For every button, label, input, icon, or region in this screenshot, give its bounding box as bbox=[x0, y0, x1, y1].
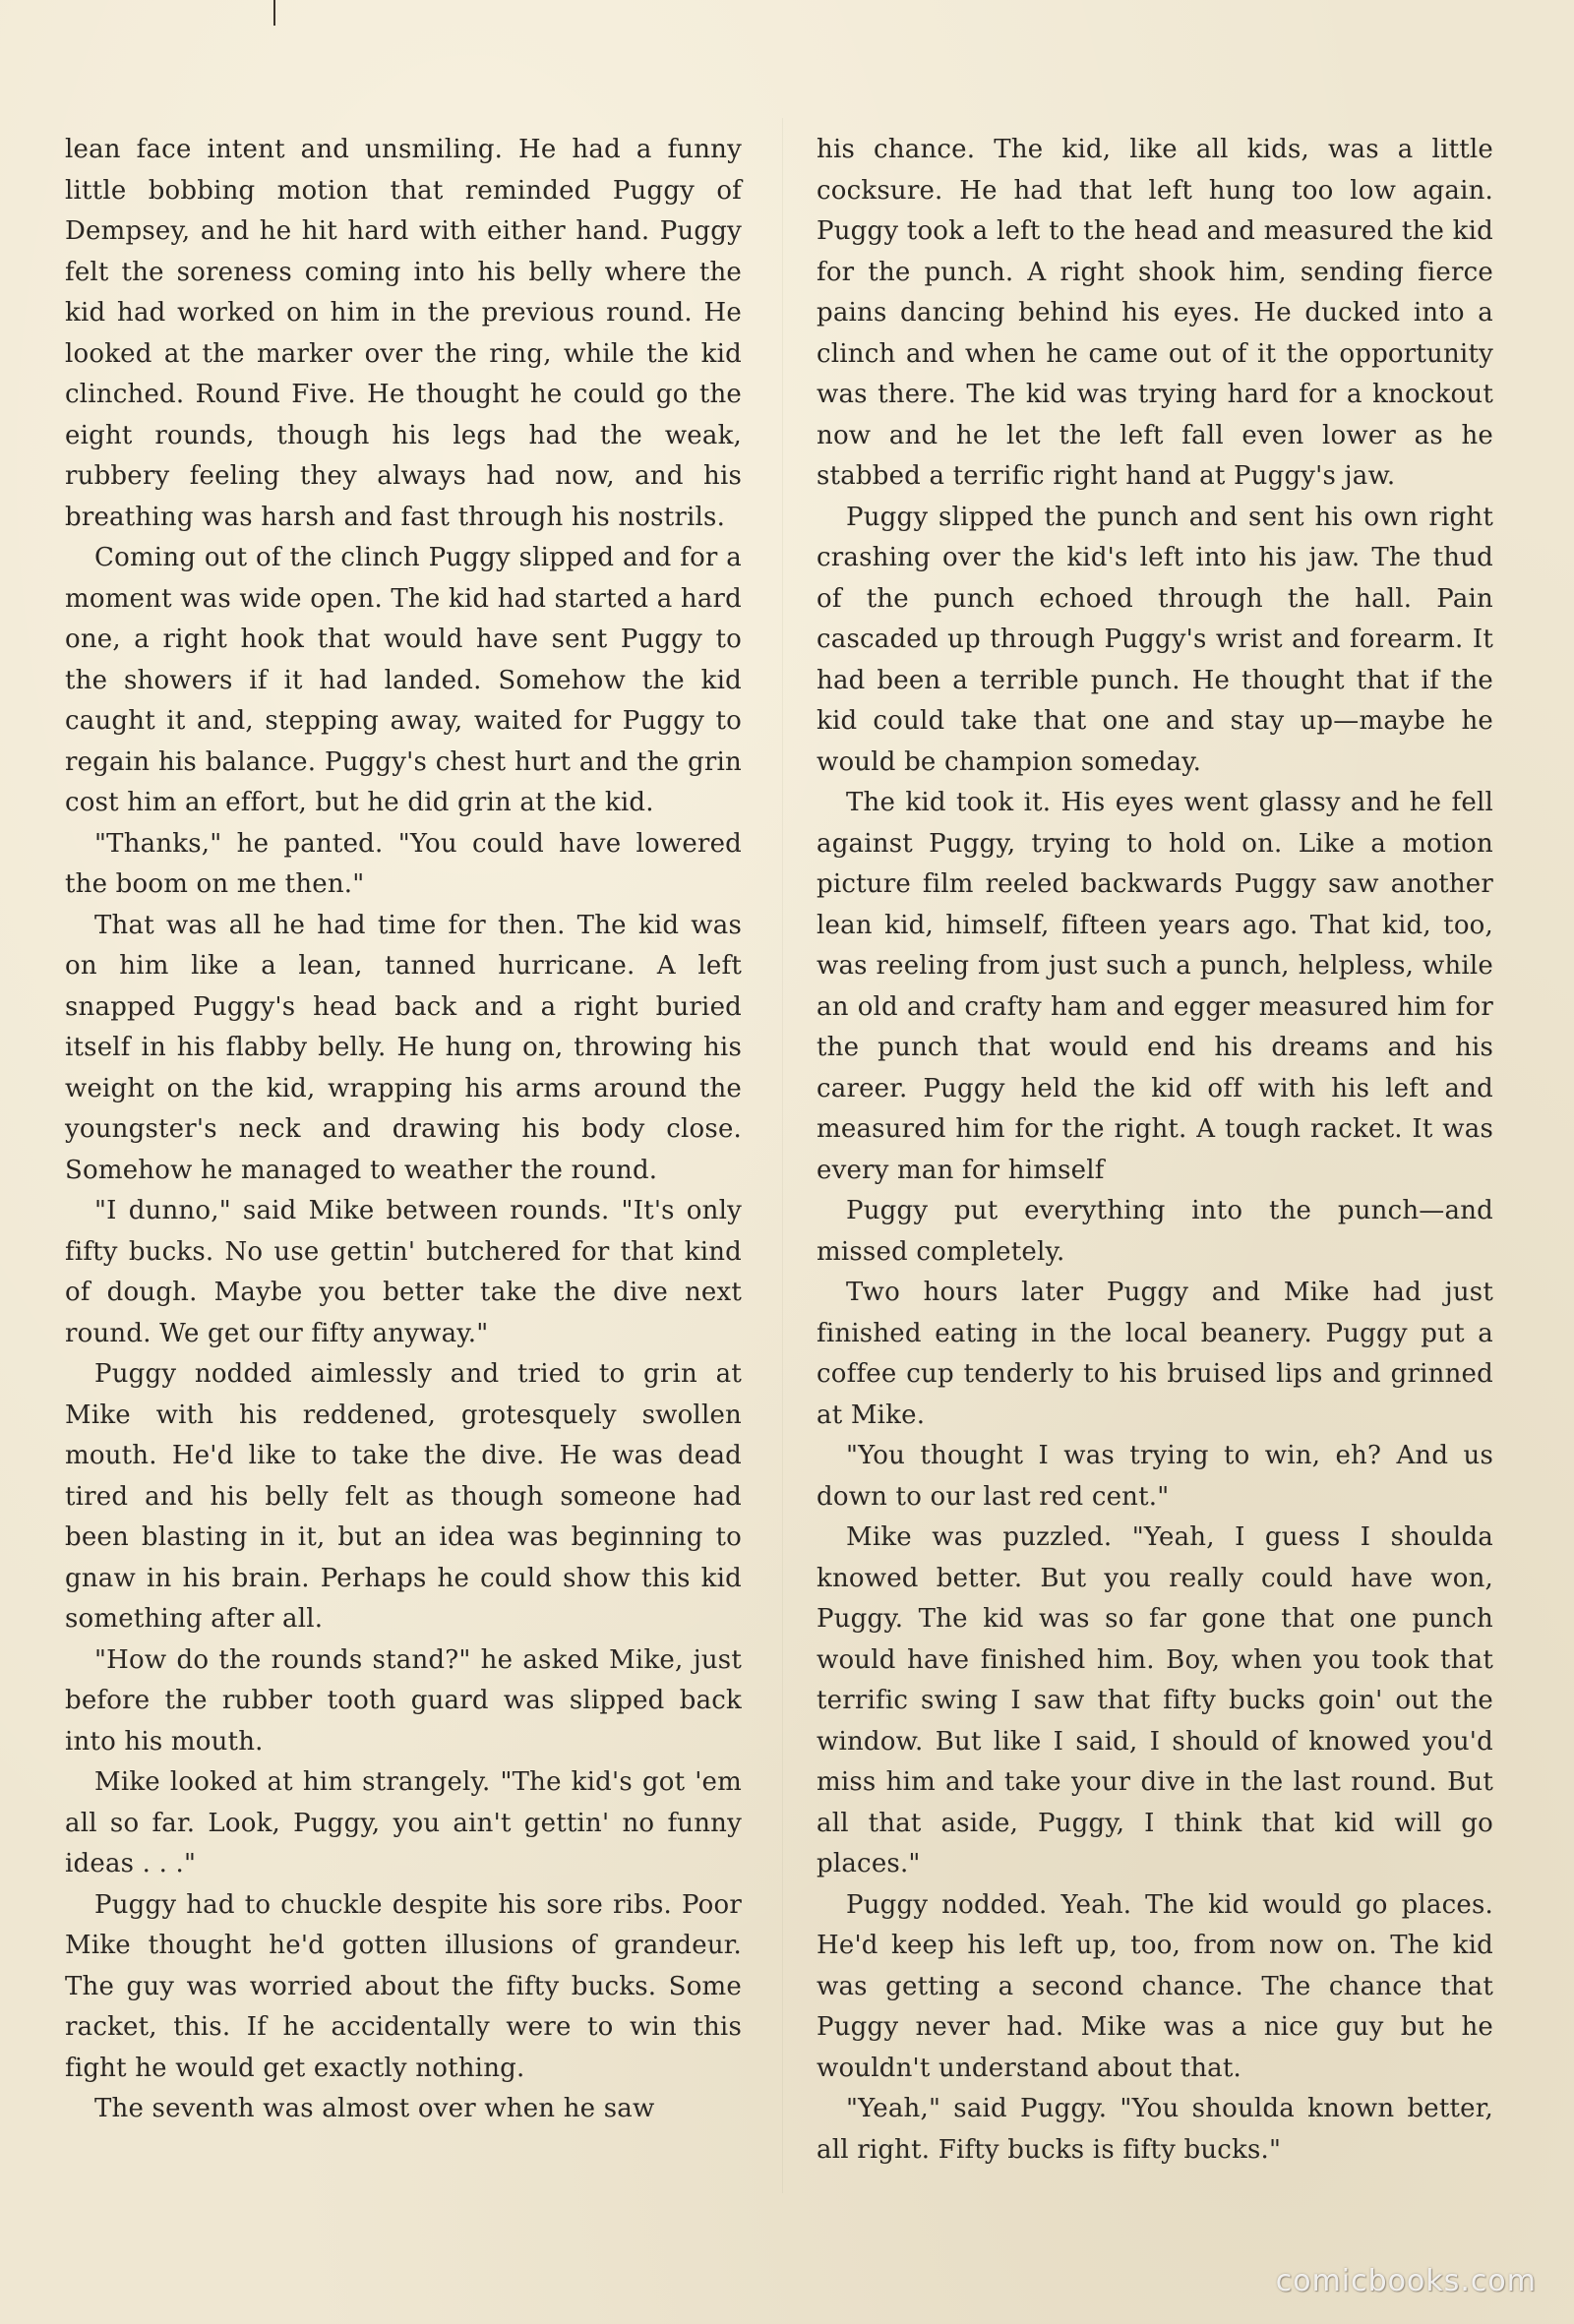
paragraph: Puggy slipped the punch and sent his own right crashing over the kid's left into his jaw. The thud of the punch echoed through the hall. Pain cascaded up through Puggy's wrist and forearm. It had been a terrible punch. He thought that if the kid could take that one and stay up—maybe he would be champion someday. bbox=[817, 502, 1493, 777]
paragraph: "You thought I was trying to win, eh? And us down to our last red cent." bbox=[817, 1441, 1493, 1512]
paragraph: Two hours later Puggy and Mike had just finished eating in the local beanery. Puggy put a coffee cup tenderly to his bruised lips and grinned at Mike. bbox=[817, 1278, 1493, 1430]
paragraph: That was all he had time for then. The kid was on him like a lean, tanned hurricane. A left snapped Puggy's head back and a right buried itself in his flabby belly. He hung on, throwing his weight on the kid, wrapping his arms around the youngster's neck and drawing his body close. Somehow he managed to weather the round. bbox=[65, 910, 742, 1185]
paragraph: "I dunno," said Mike between rounds. "It's only fifty bucks. No use gettin' butchered for that kind of dough. Maybe you better take the dive next round. We get our fifty anyway." bbox=[65, 1196, 742, 1348]
paragraph: "Thanks," he panted. "You could have lowered the boom on me then." bbox=[65, 828, 742, 899]
paragraph: Coming out of the clinch Puggy slipped and for a moment was wide open. The kid had started a hard one, a right hook that would have sent Puggy to the showers if it had landed. Somehow the kid caught it and, stepping away, waited for Puggy to regain his balance. Puggy's chest hurt and the grin cost him an effort, but he did grin at the kid. bbox=[65, 543, 743, 817]
column-gutter bbox=[782, 118, 783, 2193]
site-watermark: comicbooks.com bbox=[1275, 2264, 1537, 2298]
paragraph: The seventh was almost over when he saw bbox=[94, 2094, 655, 2123]
left-column bbox=[65, 130, 742, 2130]
paragraph: "Yeah," said Puggy. "You shoulda known better, all right. Fifty bucks is fifty bucks." bbox=[817, 2094, 1493, 2165]
print-mark bbox=[273, 0, 275, 26]
paragraph: "How do the rounds stand?" he asked Mike, just before the rubber tooth guard was slipped back into his mouth. bbox=[65, 1644, 742, 1757]
paragraph: Puggy had to chuckle despite his sore ribs. Poor Mike thought he'd gotten illusions of grandeur. The guy was worried about the fifty bucks. Some racket, this. If he accidentally were to win this fight he would get exactly nothing. bbox=[65, 1889, 742, 2083]
paragraph: Puggy nodded aimlessly and tried to grin at Mike with his reddened, grotesquely swollen mouth. He'd like to take the dive. He was dead tired and his belly felt as though someone had been blasting in it, but an idea was beginning to gnaw in his brain. Perhaps he could show this kid something after all. bbox=[65, 1359, 742, 1634]
paragraph: Mike looked at him strangely. "The kid's got 'em all so far. Look, Puggy, you ain't gettin' no funny ideas . . ." bbox=[65, 1767, 742, 1878]
paragraph: his chance. The kid, like all kids, was a little cocksure. He had that left hung too low again. Puggy took a left to the head and measured the kid for the punch. A right shook him, sending fierce pains dancing behind his eyes. He ducked into a clinch and when he came out of it the opportunity was there. The kid was trying hard for a knockout now and he let the left fall even lower as he stabbed a terrific right hand at Puggy's jaw. bbox=[817, 135, 1493, 491]
paragraph: Puggy put everything into the punch—and missed completely. bbox=[817, 1196, 1493, 1267]
paragraph: The kid took it. His eyes went glassy and he fell against Puggy, trying to hold on. Like a motion picture film reeled backwards Puggy saw another lean kid, himself, fifteen years ago. That kid, too, was reeling from just such a punch, helpless, while an old and crafty ham and egger measured him for the punch that would end his dreams and his career. Puggy held the kid off with his left and measured him for the right. A tough racket. It was every man for himself bbox=[817, 788, 1493, 1185]
paragraph: lean face intent and unsmiling. He had a funny little bobbing motion that reminded Puggy of Dempsey, and he hit hard with either hand. Puggy felt the soreness coming into his belly where the kid had worked on him in the previous round. He looked at the marker over the ring, while the kid clinched. Round Five. He thought he could go the eight rounds, though his legs had the weak, rubbery feeling they always had now, and his breathing was harsh and fast through his nostrils. bbox=[65, 135, 742, 532]
paragraph: Mike was puzzled. "Yeah, I guess I shoulda knowed better. But you really could have won, Puggy. The kid was so far gone that one punch would have finished him. Boy, when you took that terrific swing I saw that fifty bucks goin' out the window. But like I said, I should of knowed you'd miss him and take your dive in the last round. But all that aside, Puggy, I think that kid will go places." bbox=[817, 1522, 1493, 1878]
paragraph: Puggy nodded. Yeah. The kid would go places. He'd keep his left up, too, from now on. The kid was getting a second chance. The chance that Puggy never had. Mike was a nice guy but he wouldn't understand about that. bbox=[817, 1889, 1493, 2083]
right-column bbox=[817, 130, 1493, 2171]
